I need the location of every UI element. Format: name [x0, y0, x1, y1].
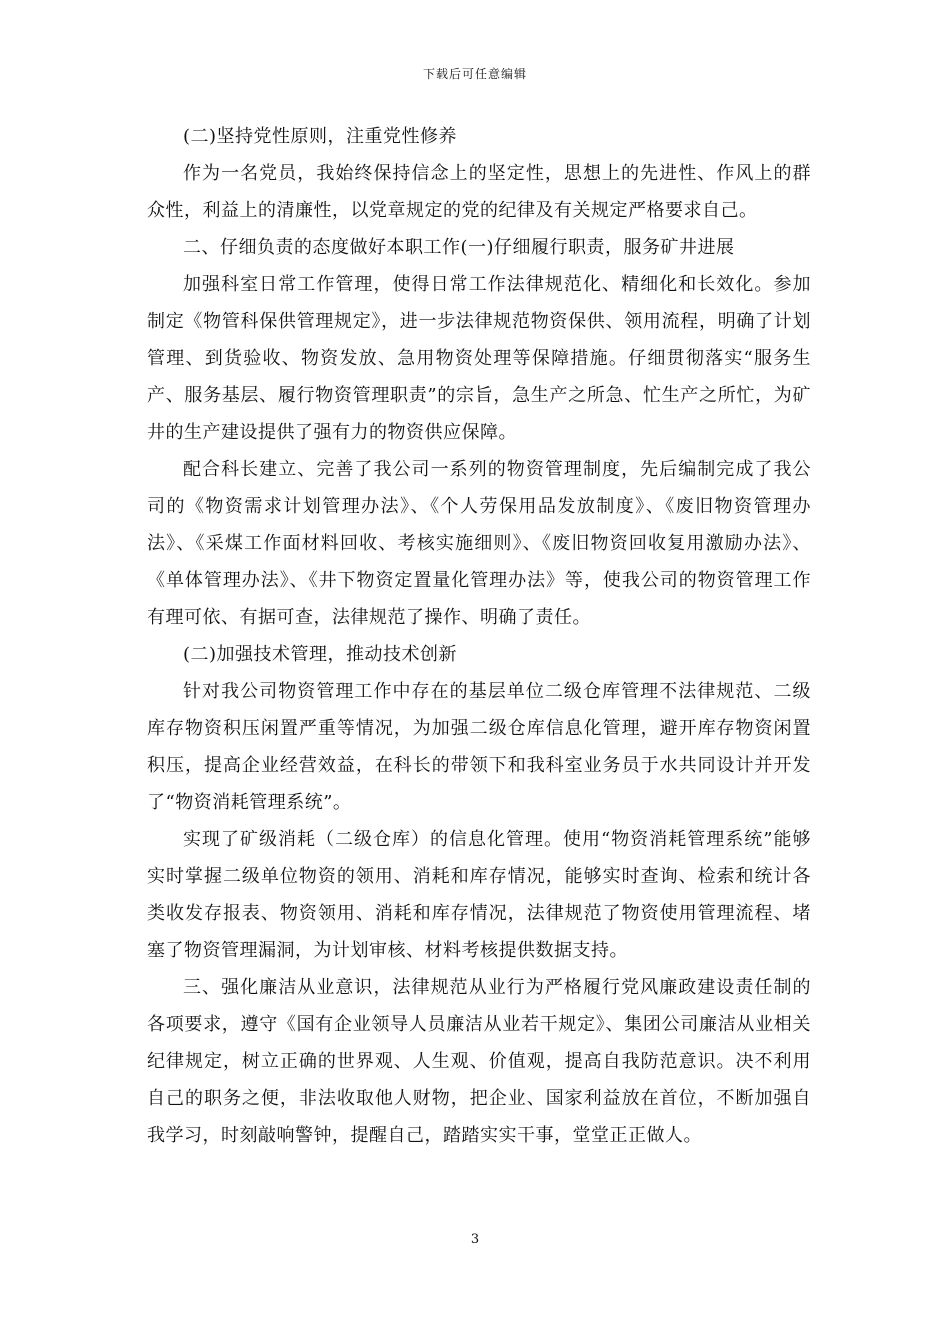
section-heading: (二)坚持党性原则，注重党性修养 [183, 126, 458, 147]
paragraph: 配合科长建立、完善了我公司一系列的物资管理制度，先后编制完成了我公司的《物资需求计划管理办法》、《个人劳保用品发放制度》、《废旧物资管理办法》、《采煤工作面材料回收、考核实施细则》、《废旧物资回收复用激励办法》、《单体管理办法》、《井下物资定置量化管理办法》等，使我公司的物资管理工作有理可依、有据可查，法律规范了操作、明确了责任。 [147, 459, 811, 628]
paragraph: 加强科室日常工作管理，使得日常工作法律规范化、精细化和长效化。参加制定《物管科保供管理规定》，进一步法律规范物资保供、领用流程，明确了计划管理、到货验收、物资发放、急用物资处理等保障措施。仔细贯彻落实“服务生产、服务基层、履行物资管理职责”的宗旨，急生产之所急、忙生产之所忙，为矿井的生产建设提供了强有力的物资供应保障。 [147, 274, 811, 443]
page-header: 下载后可任意编辑 [422, 67, 527, 81]
page-number: 3 [470, 1232, 480, 1247]
document-body [147, 118, 811, 1154]
section-heading: (二)加强技术管理，推动技术创新 [183, 644, 458, 665]
paragraph: 三、强化廉洁从业意识，法律规范从业行为严格履行党风廉政建设责任制的各项要求，遵守《国有企业领导人员廉洁从业若干规定》、集团公司廉洁从业相关纪律规定，树立正确的世界观、人生观、价值观，提高自我防范意识。决不利用自己的职务之便，非法收取他人财物，把企业、国家利益放在首位，不断加强自我学习，时刻敲响警钟，提醒自己，踏踏实实干事，堂堂正正做人。 [147, 977, 811, 1146]
section-heading: 二、仔细负责的态度做好本职工作(一)仔细履行职责，服务矿井进展 [183, 237, 735, 258]
paragraph: 作为一名党员，我始终保持信念上的坚定性，思想上的先进性、作风上的群众性，利益上的清廉性，以党章规定的党的纪律及有关规定严格要求自己。 [147, 163, 811, 221]
paragraph: 实现了矿级消耗（二级仓库）的信息化管理。使用“物资消耗管理系统”能够实时掌握二级单位物资的领用、消耗和库存情况，能够实时查询、检索和统计各类收发存报表、物资领用、消耗和库存情况，法律规范了物资使用管理流程、堵塞了物资管理漏洞，为计划审核、材料考核提供数据支持。 [147, 829, 811, 961]
paragraph: 针对我公司物资管理工作中存在的基层单位二级仓库管理不法律规范、二级库存物资积压闲置严重等情况，为加强二级仓库信息化管理，避开库存物资闲置积压，提高企业经营效益，在科长的带领下和我科室业务员于水共同设计并开发了“物资消耗管理系统”。 [147, 681, 811, 813]
